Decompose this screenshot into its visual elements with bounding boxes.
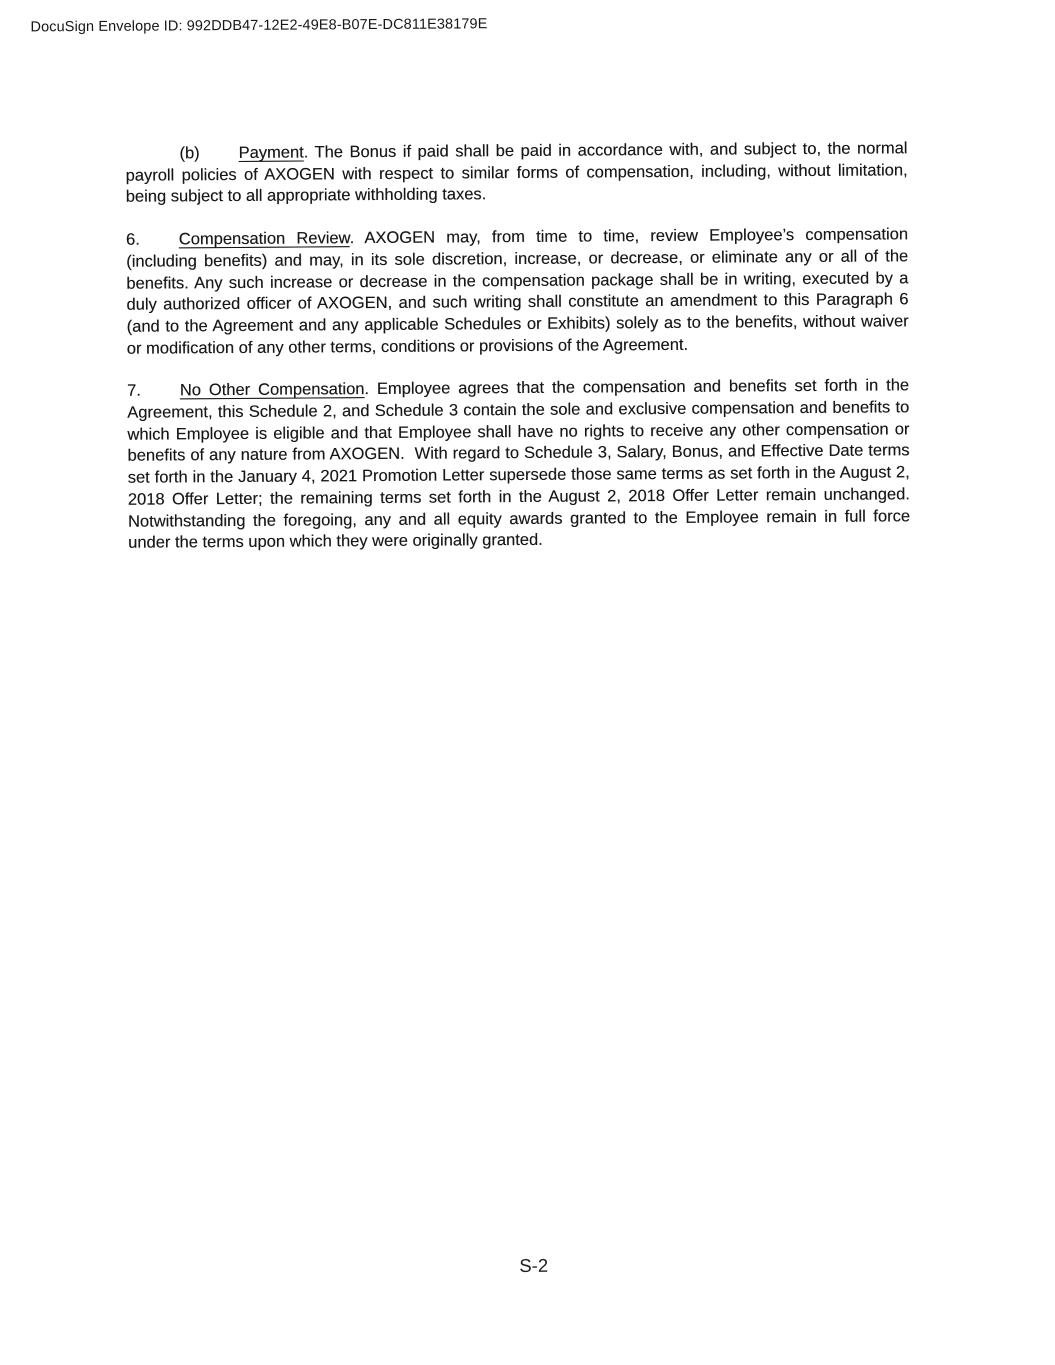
docusign-envelope-id: DocuSign Envelope ID: 992DDB47-12E2-49E8-B07E-DC811E38179E [30,16,488,36]
paragraph-compensation-review [126,224,909,360]
page-footer [6,1251,1055,1280]
document-body [125,138,910,575]
paragraph-heading: No Other Compensation [179,380,365,400]
paragraph-payment [125,138,907,209]
paragraph-heading: Compensation Review [178,229,350,249]
paragraph-no-other-compensation [127,376,910,555]
paragraph-label: (b) [179,144,200,163]
paragraph-text: . AXOGEN may, from time to time, review Employee’s compensation (including benefits) and may, in its sole discretion, increase, or decrease, or eliminate any or all of the benefits. Any such increase or decrease in the compensation package shall be in writing, executed by a duly authorized officer of AXOGEN, and such writing shall constitute an amendment to this Paragraph 6 (and to the Agreement and any applicable Schedules or Exhibits) solely as to the benefits, without waiver or modification of any other terms, conditions or provisions of the Agreement. [126,225,909,358]
paragraph-label: 7. [127,381,141,401]
paragraph-heading: Payment [238,143,304,162]
paragraph-text: . Employee agrees that the compensation and benefits set forth in the Agreement, this Schedule 2, and Schedule 3 contain the sole and exclusive compensation and benefits to which Employee is eligible and that Employee shall have no rights to receive any other compensation or benefits of any nature from AXOGEN. With regard to Schedule 3, Salary, Bonus, and Effective Date terms set forth in the January 4, 2021 Promotion Letter supersede those same terms as set forth in the August 2, 2018 Offer Letter; the remaining terms set forth in the August 2, 2018 Offer Letter remain unchanged. Notwithstanding the foregoing, any and all equity awards granted to the Employee remain in full force under the terms upon which they were originally granted. [127,376,911,552]
paragraph-label: 6. [125,230,140,249]
page-number: S-2 [519,1254,549,1277]
paragraph-text: . The Bonus if paid shall be paid in accordance with, and subject to, the normal payroll policies of AXOGEN with respect to similar forms of compensation, including, without limitation, being subject to all appropriate withholding taxes. [125,139,908,207]
